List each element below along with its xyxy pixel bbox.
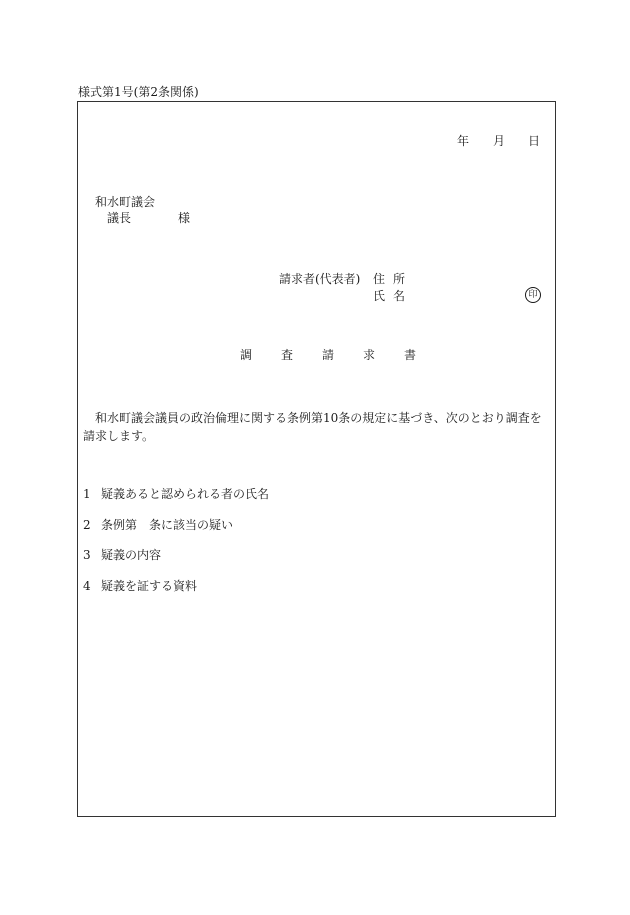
date-month-label: 月 xyxy=(493,134,506,148)
seal-mark-icon: 印 xyxy=(525,287,541,303)
request-body-text: 和水町議会議員の政治倫理に関する条例第10条の規定に基づき、次のとおり調査を請求します。 xyxy=(83,411,542,443)
name-label: 氏名 xyxy=(373,289,414,303)
list-item xyxy=(83,519,233,531)
list-item-label: 条例第 条に該当の疑い xyxy=(101,518,234,532)
addressee-honorific: 様 xyxy=(178,211,191,225)
date-year-label: 年 xyxy=(457,134,470,148)
date-day-label: 日 xyxy=(528,134,541,148)
requester-label: 請求者(代表者) xyxy=(279,272,361,286)
addressee-title: 議長 xyxy=(107,211,132,225)
addressee-organization: 和水町議会 xyxy=(95,195,156,209)
list-item xyxy=(83,488,269,500)
list-item xyxy=(83,549,161,561)
list-item-number: 3 xyxy=(83,548,91,562)
list-item-number: 2 xyxy=(83,518,91,532)
list-item-number: 1 xyxy=(83,487,91,501)
document-title: 調査請求書 xyxy=(240,348,446,362)
form-number-label: 様式第1号(第2条関係) xyxy=(78,85,199,99)
list-item xyxy=(83,580,197,592)
list-item-label: 疑義あると認められる者の氏名 xyxy=(101,487,270,501)
list-item-label: 疑義を証する資料 xyxy=(101,579,198,593)
address-label: 住所 xyxy=(373,272,414,286)
list-item-number: 4 xyxy=(83,579,91,593)
list-item-label: 疑義の内容 xyxy=(101,548,162,562)
